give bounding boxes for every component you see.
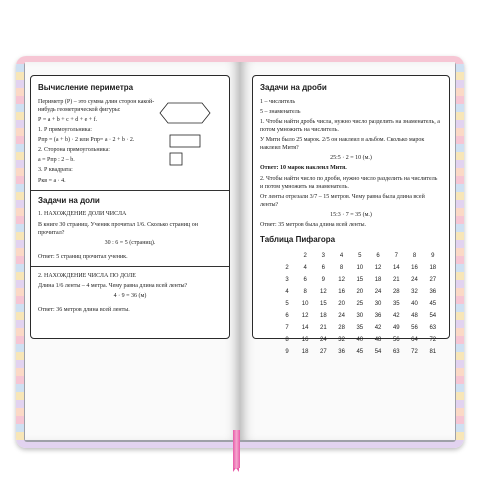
problem-1: У Мити было 25 марок. 2/5 он наклеил в альбом. Сколько марок наклеил Митя? [260,137,425,152]
table-header: 9 [431,252,435,259]
table-cell: 14 [301,324,309,331]
table-cell: 30 [374,300,382,307]
side-label: 2. Сторона прямоугольника: [38,147,110,154]
problem-2: От ленты отрезали 3/7 – 15 метров. Чему равна была длина всей ленты? [260,193,425,208]
table-cell: 42 [374,324,382,331]
table-cell: 18 [320,312,327,319]
part-title: 1. НАХОЖДЕНИЕ ДОЛИ ЧИСЛА [38,211,127,218]
table-cell: 54 [374,348,382,355]
table-cell: 54 [429,312,437,319]
table-row [278,298,442,310]
table-cell: 8 [339,264,344,271]
table-cell: 64 [411,336,418,343]
table-cell: 21 [320,324,327,331]
section-divider-2 [31,266,229,267]
part-answer: Ответ: 5 страниц прочитал ученик. [38,253,128,260]
table-row [278,262,442,274]
rule-1: 1. Чтобы найти дробь числа, нужно число разделить на знаменатель, а потом умножить на числитель. [260,118,440,134]
part-calc: 30 : 6 = 5 (страниц). [104,239,156,246]
perimeter-formula: Р = a + b + c + d + e + f. [38,116,98,123]
rectangle-shape [170,135,200,147]
perimeter-title: Вычисление периметра [38,83,134,92]
table-cell: 8 [285,336,289,343]
table-cell: 18 [374,276,382,283]
table-cell: 72 [411,348,418,355]
table-cell: 10 [356,264,364,271]
table-cell: 14 [392,264,400,271]
table-cell: 28 [392,288,400,295]
table-header: 4 [339,252,344,259]
square-label: 3. Р квадрата: [38,167,73,174]
table-cell: 36 [338,348,345,355]
section-divider [31,190,229,191]
whole-answer: Ответ: 36 метров длина всей ленты. [38,307,130,314]
table-cell: 32 [411,288,418,295]
table-cell: 9 [285,348,289,355]
table-header: 8 [412,252,417,259]
table-cell: 48 [374,336,382,343]
table-cell: 40 [411,300,418,307]
fractions-title: Задачи на доли [38,195,100,205]
table-cell: 12 [374,264,382,271]
pythagoras-title: Таблица Пифагора [260,235,336,245]
table-cell: 15 [320,300,327,307]
table-cell: 6 [303,276,307,283]
table-cell: 28 [338,324,345,331]
table-cell: 36 [374,312,382,319]
hexagon-shape [160,103,210,123]
table-header: 5 [358,252,362,259]
table-cell: 8 [303,288,307,295]
table-cell: 72 [429,336,437,343]
table-cell: 21 [392,276,400,283]
whole-problem: Длина 1/6 ленты – 4 метра. Чему равна длина всей ленты? [38,283,188,289]
table-header: 6 [376,252,380,259]
rule-2: 2. Чтобы найти число по дроби, нужно число разделить на числитель и потом умножить на знаменатель. [260,175,438,190]
table-row [278,334,442,346]
answer-2: Ответ: 35 метров была длина всей ленты. [260,222,366,229]
table-cell: 27 [429,276,437,283]
table-cell: 15 [356,276,364,283]
table-cell: 24 [320,336,327,343]
table-cell: 42 [392,312,400,319]
table-cell: 24 [374,288,382,295]
rect-label: 1. Р прямоугольника: [38,127,92,134]
table-cell: 48 [411,312,418,319]
table-cell: 6 [285,312,289,319]
table-cell: 16 [301,336,309,343]
whole-calc: 4 · 9 = 36 (м) [113,293,147,300]
table-cell: 12 [338,276,345,283]
calc-1: 25:5 · 2 = 10 (м.) [330,155,372,162]
answer-1: Ответ: 10 марок наклеил Митя. [260,165,347,172]
table-cell: 25 [356,300,364,307]
table-cell: 16 [338,288,345,295]
table-corner [278,250,296,262]
table-cell: 12 [320,288,327,295]
table-cell: 10 [301,300,309,307]
table-cell: 24 [338,312,345,319]
table-cell: 35 [356,324,364,331]
table-cell: 27 [320,348,327,355]
table-cell: 32 [338,336,345,343]
table-cell: 81 [429,348,437,355]
table-cell: 40 [356,336,364,343]
right-reference-box [252,75,450,355]
legend-numerator: 1 – числитель [260,98,296,105]
square-shape [170,153,182,165]
table-cell: 12 [301,312,309,319]
table-cell: 6 [321,264,326,271]
table-cell: 5 [285,300,289,307]
pythagoras-table [278,250,442,358]
whole-title: 2. НАХОЖДЕНИЕ ЧИСЛА ПО ДОЛЕ [38,272,136,279]
table-row [278,250,442,262]
table-cell: 9 [321,276,326,283]
table-cell: 35 [392,300,400,307]
table-cell: 63 [392,348,400,355]
table-cell: 56 [392,336,400,343]
square-formula: Ркв = a · 4. [38,177,66,184]
fractions-tasks-title: Задачи на дроби [260,83,327,92]
table-cell: 56 [411,324,418,331]
table-cell: 2 [285,264,289,271]
table-cell: 24 [411,276,418,283]
table-cell: 45 [429,300,437,307]
table-cell: 63 [429,324,437,331]
table-cell: 4 [303,264,307,271]
rect-formula: Рпр = (a + b) · 2 или Рпр= a · 2 + b · 2. [38,137,135,144]
legend-denominator: 5 – знаменатель [260,108,301,115]
table-cell: 4 [285,288,289,295]
table-row [278,322,442,334]
bookmark-ribbon[interactable] [233,430,240,468]
table-row [278,346,442,358]
table-cell: 36 [429,288,437,295]
table-cell: 45 [356,348,364,355]
table-cell: 20 [338,300,345,307]
side-formula: a = Рпр : 2 – b. [38,157,75,164]
table-header: 3 [321,252,326,259]
table-cell: 49 [392,324,400,331]
geometry-figures [158,97,222,167]
table-row [278,286,442,298]
table-cell: 30 [356,312,364,319]
perimeter-intro: Периметр (Р) – это сумма длин сторон какой-нибудь геометрической фигуры: [38,98,155,113]
table-cell: 3 [285,276,289,283]
part-problem: В книге 30 страниц. Ученик прочитал 1/6. Сколько страниц он прочитал? [38,221,198,236]
table-header: 7 [394,252,398,259]
table-row [278,274,442,286]
table-cell: 7 [285,324,289,331]
table-header: 2 [303,252,307,259]
table-row [278,310,442,322]
table-cell: 16 [411,264,418,271]
table-cell: 18 [429,264,437,271]
table-cell: 18 [301,348,309,355]
calc-2: 15:3 · 7 = 35 (м.) [330,211,372,218]
table-cell: 20 [356,288,364,295]
